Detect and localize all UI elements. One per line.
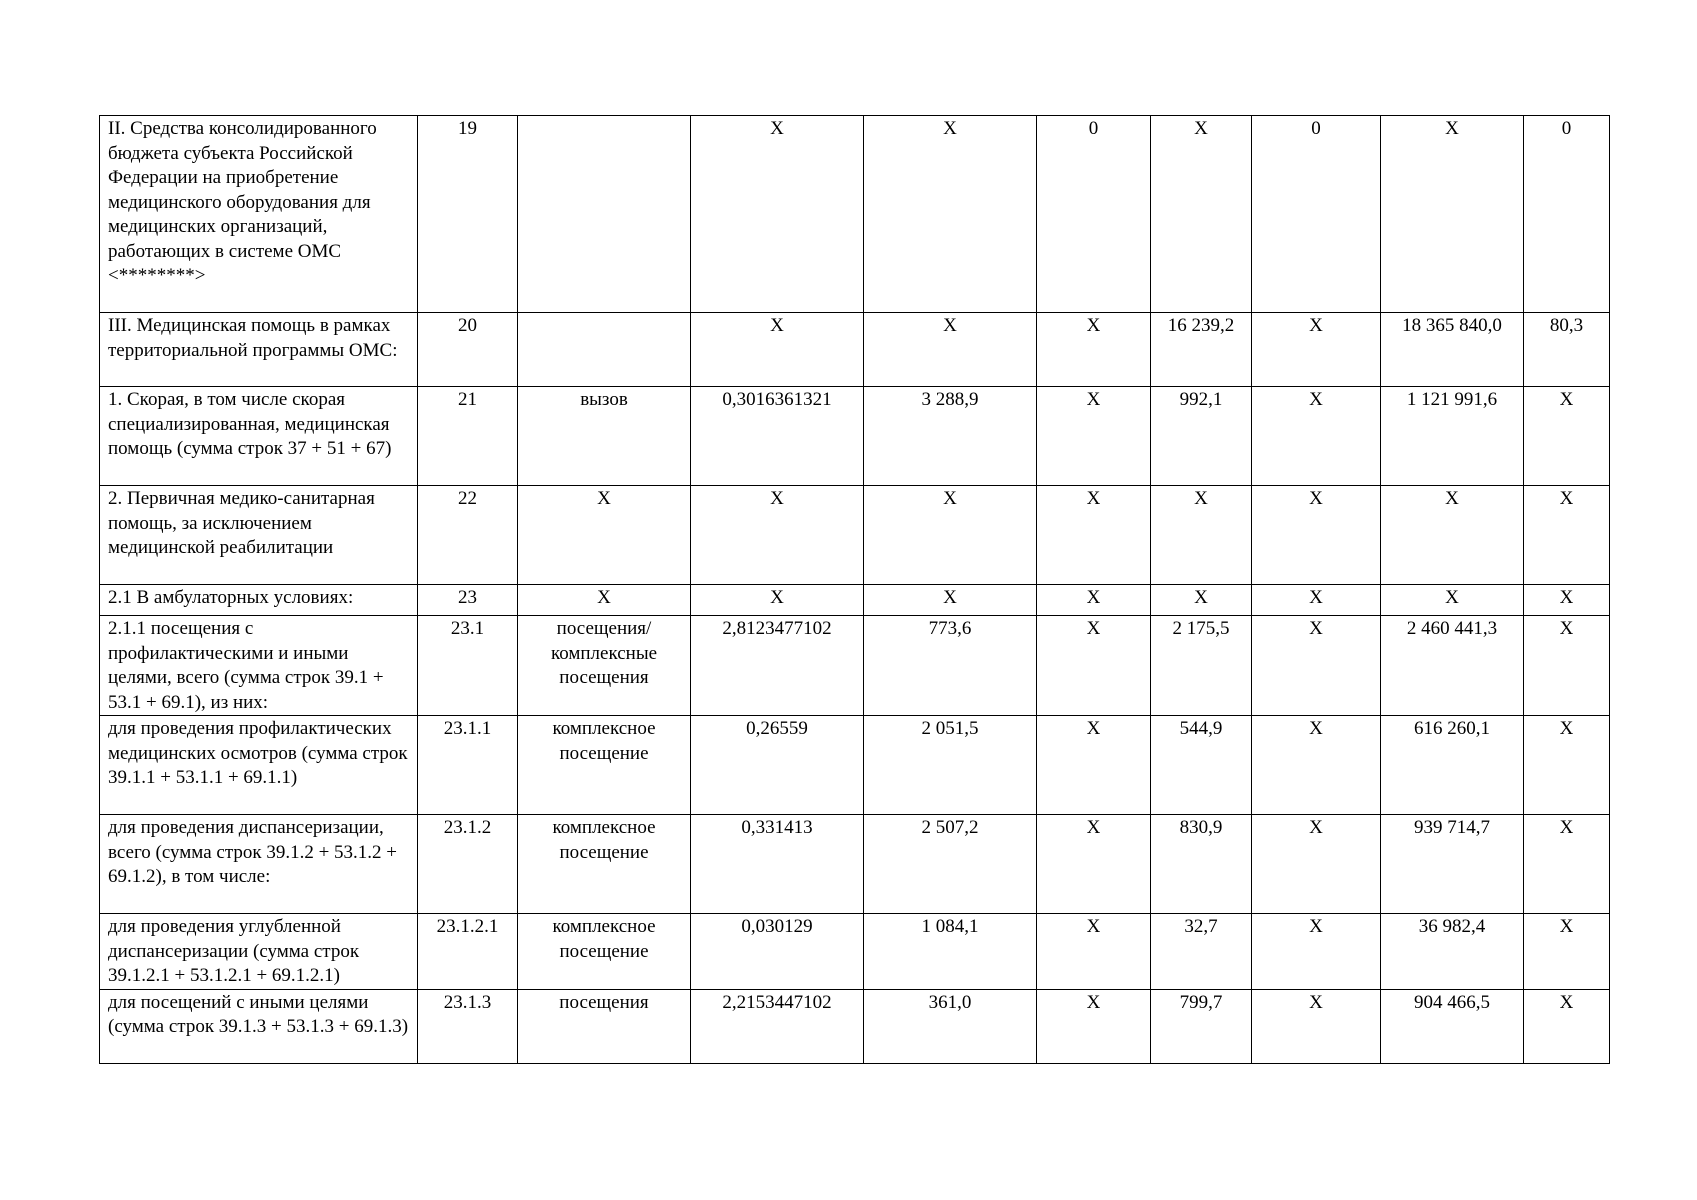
table-row [100, 616, 1610, 716]
oms-total-cell: 36 982,4 [1381, 914, 1524, 990]
cost-norm-cell: X [864, 585, 1037, 616]
cost-norm-cell: 361,0 [864, 989, 1037, 1063]
oms-total-cell: 616 260,1 [1381, 716, 1524, 815]
budget-total-cell: X [1252, 486, 1381, 585]
oms-total-cell: X [1381, 116, 1524, 313]
row-number-cell: 19 [418, 116, 518, 313]
budget-per-capita-cell: X [1037, 486, 1151, 585]
budget-per-capita-cell: X [1037, 387, 1151, 486]
oms-per-capita-cell: X [1151, 486, 1252, 585]
unit-cell: посещения/ комплексные посещения [518, 616, 691, 716]
oms-total-cell: 1 121 991,6 [1381, 387, 1524, 486]
percent-cell: X [1524, 616, 1610, 716]
budget-per-capita-cell: X [1037, 616, 1151, 716]
percent-cell: X [1524, 815, 1610, 914]
budget-total-cell: X [1252, 815, 1381, 914]
oms-per-capita-cell: 16 239,2 [1151, 313, 1252, 387]
table-row [100, 716, 1610, 815]
row-number-cell: 21 [418, 387, 518, 486]
oms-total-cell: 939 714,7 [1381, 815, 1524, 914]
budget-total-cell: 0 [1252, 116, 1381, 313]
row-name-cell: для проведения диспансеризации, всего (сумма строк 39.1.2 + 53.1.2 + 69.1.2), в том числе: [100, 815, 418, 914]
row-name-cell: 2.1.1 посещения с профилактическими и иными целями, всего (сумма строк 39.1 + 53.1 + 69.1), из них: [100, 616, 418, 716]
table-row [100, 387, 1610, 486]
budget-total-cell: X [1252, 387, 1381, 486]
percent-cell: 0 [1524, 116, 1610, 313]
percent-cell: X [1524, 716, 1610, 815]
volume-norm-cell: 0,030129 [691, 914, 864, 990]
cost-norm-cell: X [864, 313, 1037, 387]
row-name-cell: 2.1 В амбулаторных условиях: [100, 585, 418, 616]
budget-per-capita-cell: X [1037, 914, 1151, 990]
oms-total-cell: 18 365 840,0 [1381, 313, 1524, 387]
volume-norm-cell: X [691, 313, 864, 387]
table-row [100, 313, 1610, 387]
oms-per-capita-cell: 544,9 [1151, 716, 1252, 815]
row-number-cell: 23.1.2 [418, 815, 518, 914]
cost-norm-cell: 2 051,5 [864, 716, 1037, 815]
oms-per-capita-cell: 32,7 [1151, 914, 1252, 990]
percent-cell: 80,3 [1524, 313, 1610, 387]
unit-cell: комплексное посещение [518, 815, 691, 914]
table-row [100, 486, 1610, 585]
unit-cell: X [518, 486, 691, 585]
table-row [100, 989, 1610, 1063]
oms-per-capita-cell: 2 175,5 [1151, 616, 1252, 716]
row-number-cell: 20 [418, 313, 518, 387]
oms-total-cell: X [1381, 486, 1524, 585]
row-number-cell: 23 [418, 585, 518, 616]
unit-cell [518, 116, 691, 313]
table-row [100, 116, 1610, 313]
budget-per-capita-cell: 0 [1037, 116, 1151, 313]
percent-cell: X [1524, 989, 1610, 1063]
budget-total-cell: X [1252, 313, 1381, 387]
unit-cell: комплексное посещение [518, 914, 691, 990]
oms-total-cell: 904 466,5 [1381, 989, 1524, 1063]
budget-total-cell: X [1252, 914, 1381, 990]
cost-norm-cell: X [864, 486, 1037, 585]
cost-norm-cell: 773,6 [864, 616, 1037, 716]
row-name-cell: для проведения углубленной диспансеризации (сумма строк 39.1.2.1 + 53.1.2.1 + 69.1.2.1) [100, 914, 418, 990]
percent-cell: X [1524, 387, 1610, 486]
unit-cell: X [518, 585, 691, 616]
row-number-cell: 23.1.2.1 [418, 914, 518, 990]
row-name-cell: II. Средства консолидированного бюджета субъекта Российской Федерации на приобретение медицинского оборудования для медицинских организаций, работающих в системе ОМС <********> [100, 116, 418, 313]
table-row [100, 815, 1610, 914]
volume-norm-cell: 2,8123477102 [691, 616, 864, 716]
volume-norm-cell: X [691, 585, 864, 616]
row-name-cell: для посещений с иными целями (сумма строк 39.1.3 + 53.1.3 + 69.1.3) [100, 989, 418, 1063]
unit-cell: вызов [518, 387, 691, 486]
volume-norm-cell: X [691, 486, 864, 585]
row-number-cell: 22 [418, 486, 518, 585]
budget-total-cell: X [1252, 616, 1381, 716]
row-name-cell: 2. Первичная медико-санитарная помощь, за исключением медицинской реабилитации [100, 486, 418, 585]
unit-cell: посещения [518, 989, 691, 1063]
oms-per-capita-cell: 799,7 [1151, 989, 1252, 1063]
oms-per-capita-cell: 830,9 [1151, 815, 1252, 914]
volume-norm-cell: 0,3016361321 [691, 387, 864, 486]
cost-norm-cell: 3 288,9 [864, 387, 1037, 486]
volume-norm-cell: X [691, 116, 864, 313]
volume-norm-cell: 2,2153447102 [691, 989, 864, 1063]
unit-cell: комплексное посещение [518, 716, 691, 815]
budget-per-capita-cell: X [1037, 585, 1151, 616]
oms-per-capita-cell: X [1151, 116, 1252, 313]
unit-cell [518, 313, 691, 387]
budget-per-capita-cell: X [1037, 815, 1151, 914]
row-name-cell: для проведения профилактических медицинских осмотров (сумма строк 39.1.1 + 53.1.1 + 69.1.1) [100, 716, 418, 815]
data-table [99, 115, 1610, 1064]
table-body [100, 116, 1610, 1064]
row-number-cell: 23.1 [418, 616, 518, 716]
table-row [100, 914, 1610, 990]
budget-per-capita-cell: X [1037, 313, 1151, 387]
volume-norm-cell: 0,26559 [691, 716, 864, 815]
oms-total-cell: X [1381, 585, 1524, 616]
percent-cell: X [1524, 585, 1610, 616]
percent-cell: X [1524, 486, 1610, 585]
oms-per-capita-cell: 992,1 [1151, 387, 1252, 486]
percent-cell: X [1524, 914, 1610, 990]
row-name-cell: 1. Скорая, в том числе скорая специализированная, медицинская помощь (сумма строк 37 + 51 + 67) [100, 387, 418, 486]
row-number-cell: 23.1.1 [418, 716, 518, 815]
budget-total-cell: X [1252, 716, 1381, 815]
cost-norm-cell: 2 507,2 [864, 815, 1037, 914]
volume-norm-cell: 0,331413 [691, 815, 864, 914]
budget-per-capita-cell: X [1037, 716, 1151, 815]
budget-total-cell: X [1252, 989, 1381, 1063]
oms-per-capita-cell: X [1151, 585, 1252, 616]
cost-norm-cell: 1 084,1 [864, 914, 1037, 990]
budget-per-capita-cell: X [1037, 989, 1151, 1063]
budget-total-cell: X [1252, 585, 1381, 616]
cost-norm-cell: X [864, 116, 1037, 313]
table-row [100, 585, 1610, 616]
row-name-cell: III. Медицинская помощь в рамках территориальной программы ОМС: [100, 313, 418, 387]
row-number-cell: 23.1.3 [418, 989, 518, 1063]
oms-total-cell: 2 460 441,3 [1381, 616, 1524, 716]
